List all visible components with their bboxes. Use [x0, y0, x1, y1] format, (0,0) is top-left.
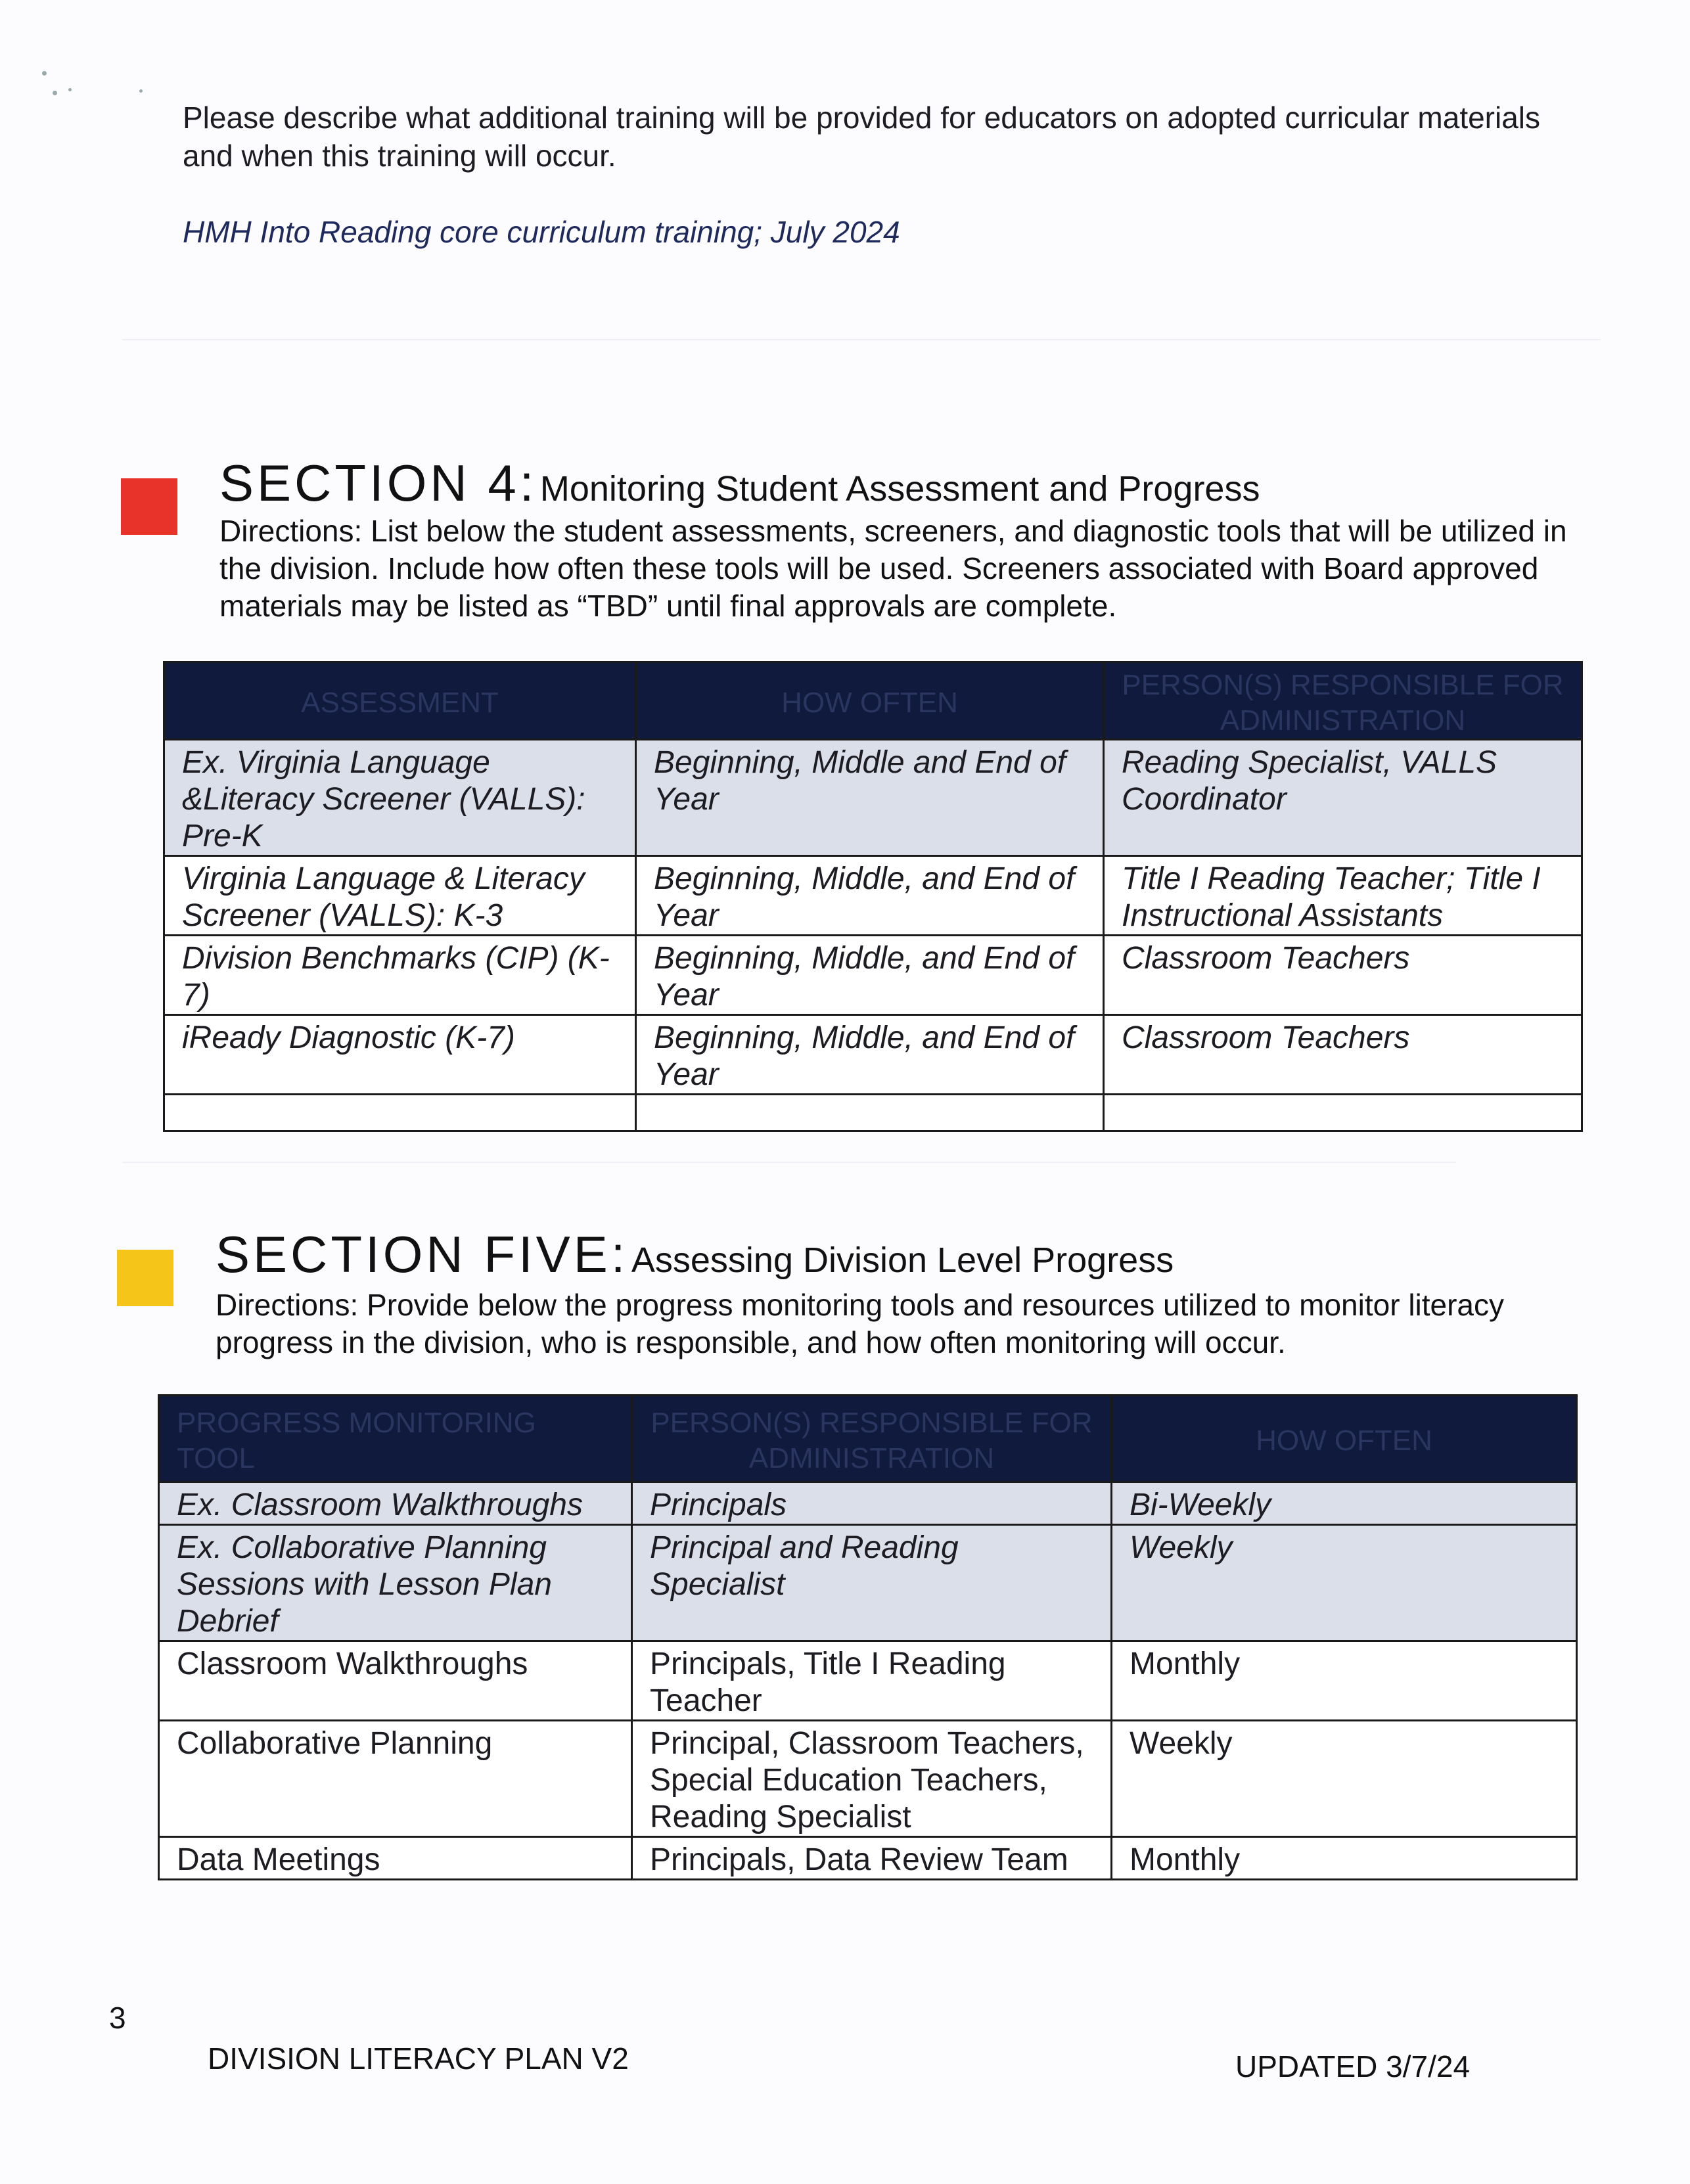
scan-speck: [42, 71, 47, 76]
assessment-table: [163, 661, 1583, 1132]
training-answer: HMH Into Reading core curriculum training; July 2024: [183, 215, 900, 249]
table-row: [159, 1482, 1577, 1525]
table-row: [159, 1641, 1577, 1721]
header-how-often: HOW OFTEN: [1112, 1396, 1577, 1482]
assessment-header-row: [164, 662, 1582, 740]
scan-speck: [53, 91, 57, 95]
table-row: [164, 1095, 1582, 1131]
cell-how-often: Bi-Weekly: [1112, 1482, 1577, 1525]
section4-directions: Directions: List below the student assessments, screeners, and diagnostic tools that will be utilized in the division. Include how often these tools will be used. Screeners associated with Board approved materials may be listed as “TBD” until final approvals are complete.: [219, 514, 1567, 623]
cell-assessment[interactable]: Division Benchmarks (CIP) (K-7): [164, 936, 636, 1015]
section5-number: SECTION FIVE:: [216, 1225, 629, 1283]
scan-speck: [68, 88, 72, 91]
divider: [122, 339, 1601, 340]
section5-title: Assessing Division Level Progress: [631, 1240, 1174, 1280]
cell-how-often[interactable]: [636, 1095, 1104, 1131]
training-question: Please describe what additional training will be provided for educators on adopted curricular materials and when this training will occur.: [183, 101, 1541, 173]
table-row: [164, 740, 1582, 856]
cell-person-responsible[interactable]: [1104, 1095, 1582, 1131]
cell-monitoring-tool[interactable]: Data Meetings: [159, 1837, 632, 1880]
section4-title: Monitoring Student Assessment and Progress: [539, 469, 1260, 509]
cell-how-often[interactable]: Monthly: [1112, 1641, 1577, 1721]
cell-person-responsible[interactable]: Title I Reading Teacher; Title I Instructional Assistants: [1104, 856, 1582, 936]
cell-person-responsible[interactable]: Principals, Title I Reading Teacher: [632, 1641, 1112, 1721]
table-row: [159, 1525, 1577, 1641]
cell-person-responsible: Principals: [632, 1482, 1112, 1525]
section4-number: SECTION 4:: [219, 454, 537, 512]
cell-how-often[interactable]: Beginning, Middle, and End of Year: [636, 856, 1104, 936]
page-number: 3: [109, 2001, 126, 2035]
section5-directions: Directions: Provide below the progress monitoring tools and resources utilized to monitor literacy progress in the division, who is responsible, and how often monitoring will occur.: [216, 1288, 1505, 1359]
header-monitoring-tool: PROGRESS MONITORING TOOL: [159, 1396, 632, 1482]
footer-updated: UPDATED 3/7/24: [1235, 2049, 1471, 2083]
table-row: [164, 936, 1582, 1015]
cell-how-often[interactable]: Beginning, Middle, and End of Year: [636, 1015, 1104, 1095]
scan-speck: [139, 89, 143, 93]
header-person-responsible: PERSON(S) RESPONSIBLE FOR ADMINISTRATION: [1104, 662, 1582, 740]
cell-person-responsible[interactable]: Classroom Teachers: [1104, 1015, 1582, 1095]
cell-monitoring-tool[interactable]: Collaborative Planning: [159, 1721, 632, 1837]
section4-marker: [121, 478, 177, 535]
table-row: [159, 1721, 1577, 1837]
cell-how-often[interactable]: Beginning, Middle, and End of Year: [636, 936, 1104, 1015]
cell-person-responsible[interactable]: Principals, Data Review Team: [632, 1837, 1112, 1880]
table-row: [164, 856, 1582, 936]
cell-person-responsible: Principal and Reading Specialist: [632, 1525, 1112, 1641]
table-row: [164, 1015, 1582, 1095]
cell-monitoring-tool[interactable]: Classroom Walkthroughs: [159, 1641, 632, 1721]
cell-assessment[interactable]: Virginia Language & Literacy Screener (VALLS): K-3: [164, 856, 636, 936]
section5-heading: [216, 1225, 1174, 1285]
cell-how-often[interactable]: Weekly: [1112, 1721, 1577, 1837]
progress-header-row: [159, 1396, 1577, 1482]
footer-doc-title: DIVISION LITERACY PLAN V2: [208, 2041, 629, 2076]
header-person-responsible: PERSON(S) RESPONSIBLE FOR ADMINISTRATION: [632, 1396, 1112, 1482]
cell-monitoring-tool: Ex. Collaborative Planning Sessions with Lesson Plan Debrief: [159, 1525, 632, 1641]
cell-assessment[interactable]: iReady Diagnostic (K-7): [164, 1015, 636, 1095]
header-assessment: ASSESSMENT: [164, 662, 636, 740]
progress-monitoring-table: [158, 1394, 1578, 1880]
section4-heading: [219, 453, 1260, 513]
section5-marker: [117, 1250, 173, 1306]
divider: [122, 1162, 1456, 1163]
cell-person-responsible[interactable]: Principal, Classroom Teachers, Special Education Teachers, Reading Specialist: [632, 1721, 1112, 1837]
cell-how-often[interactable]: Monthly: [1112, 1837, 1577, 1880]
cell-assessment[interactable]: [164, 1095, 636, 1131]
cell-assessment: Ex. Virginia Language &Literacy Screener (VALLS): Pre-K: [164, 740, 636, 856]
cell-how-often: Weekly: [1112, 1525, 1577, 1641]
cell-how-often: Beginning, Middle and End of Year: [636, 740, 1104, 856]
cell-monitoring-tool: Ex. Classroom Walkthroughs: [159, 1482, 632, 1525]
cell-person-responsible: Reading Specialist, VALLS Coordinator: [1104, 740, 1582, 856]
table-row: [159, 1837, 1577, 1880]
header-how-often: HOW OFTEN: [636, 662, 1104, 740]
cell-person-responsible[interactable]: Classroom Teachers: [1104, 936, 1582, 1015]
